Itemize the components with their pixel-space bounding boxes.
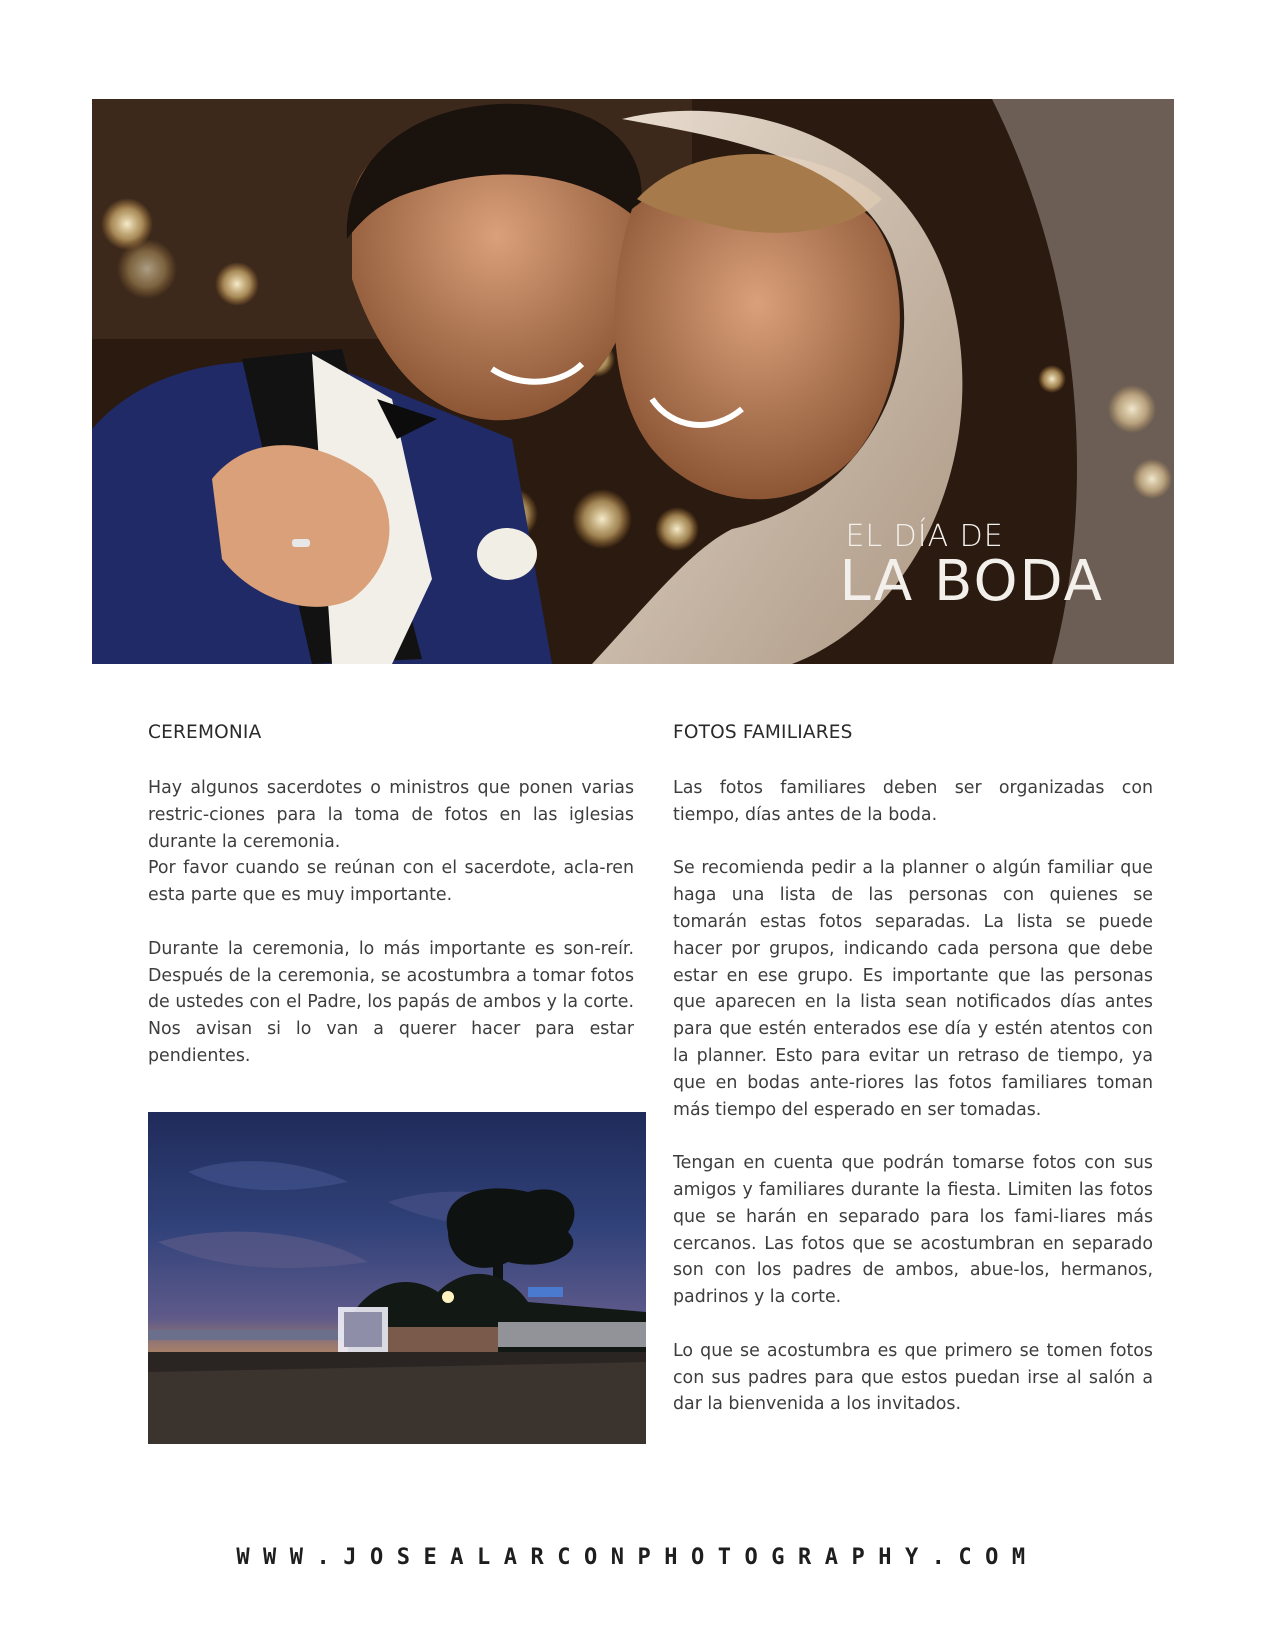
ceremonia-paragraph-2-line-1: Durante la ceremonia, lo más importante es son-reír. Después de la ceremonia, se acostumbra a tomar fotos de ustedes con el Padre, los papás de ambos y la corte. Nos avisan si lo van a querer hacer para estar pendientes. — [148, 938, 634, 1066]
ceremonia-paragraph-2 — [148, 936, 634, 1070]
beach-ceremony-illustration — [148, 1112, 646, 1444]
left-column — [148, 722, 634, 1097]
right-column — [673, 722, 1153, 1445]
fotos-paragraph-1: Las fotos familiares deben ser organizadas con tiempo, días antes de la boda. — [673, 778, 1153, 825]
hero-title-line2: LA BODA — [839, 549, 1104, 614]
hero-title — [839, 519, 1104, 614]
fotos-paragraph-2: Se recomienda pedir a la planner o algún familiar que haga una lista de las personas con quienes se tomarán estas fotos separadas. La lista se puede hacer por grupos, indicando cada persona que debe estar en ese grupo. Es importante que las personas que aparecen en la lista sean notificados días antes para que estén enterados ese día y estén atentos con la planner. Esto para evitar un retraso de tiempo, ya que en bodas ante-riores las fotos familiares toman más tiempo del esperado en ser tomadas. — [673, 858, 1153, 1120]
ceremonia-paragraph-1 — [148, 775, 634, 909]
hero-photo — [92, 99, 1174, 664]
fotos-paragraph-4: Lo que se acostumbra es que primero se tomen fotos con sus padres para que estos puedan irse al salón a dar la bienvenida a los invitados. — [673, 1340, 1153, 1415]
beach-ceremony-photo — [148, 1112, 646, 1444]
footer-website-url[interactable]: WWW.JOSEALARCONPHOTOGRAPHY.COM — [236, 1545, 1039, 1570]
ceremonia-paragraph-1-line-2: Por favor cuando se reúnan con el sacerdote, acla-ren esta parte que es muy importante. — [148, 858, 634, 906]
ceremonia-paragraph-1-line-1: Hay algunos sacerdotes o ministros que ponen varias restric-ciones para la toma de fotos en las iglesias durante la ceremonia. — [148, 778, 634, 852]
ceremonia-heading: CEREMONIA — [148, 722, 262, 743]
fotos-familiares-heading: FOTOS FAMILIARES — [673, 722, 853, 743]
hero-title-line1: EL DÍA DE — [845, 519, 1004, 554]
fotos-paragraph-3: Tengan en cuenta que podrán tomarse fotos con sus amigos y familiares durante la fiesta. Limiten las fotos que se harán en separado para los fami-liares más cercanos. Las fotos que se acostumbran en separado son con los padres de ambos, abue-los, hermanos, padrinos y la corte. — [673, 1153, 1153, 1308]
